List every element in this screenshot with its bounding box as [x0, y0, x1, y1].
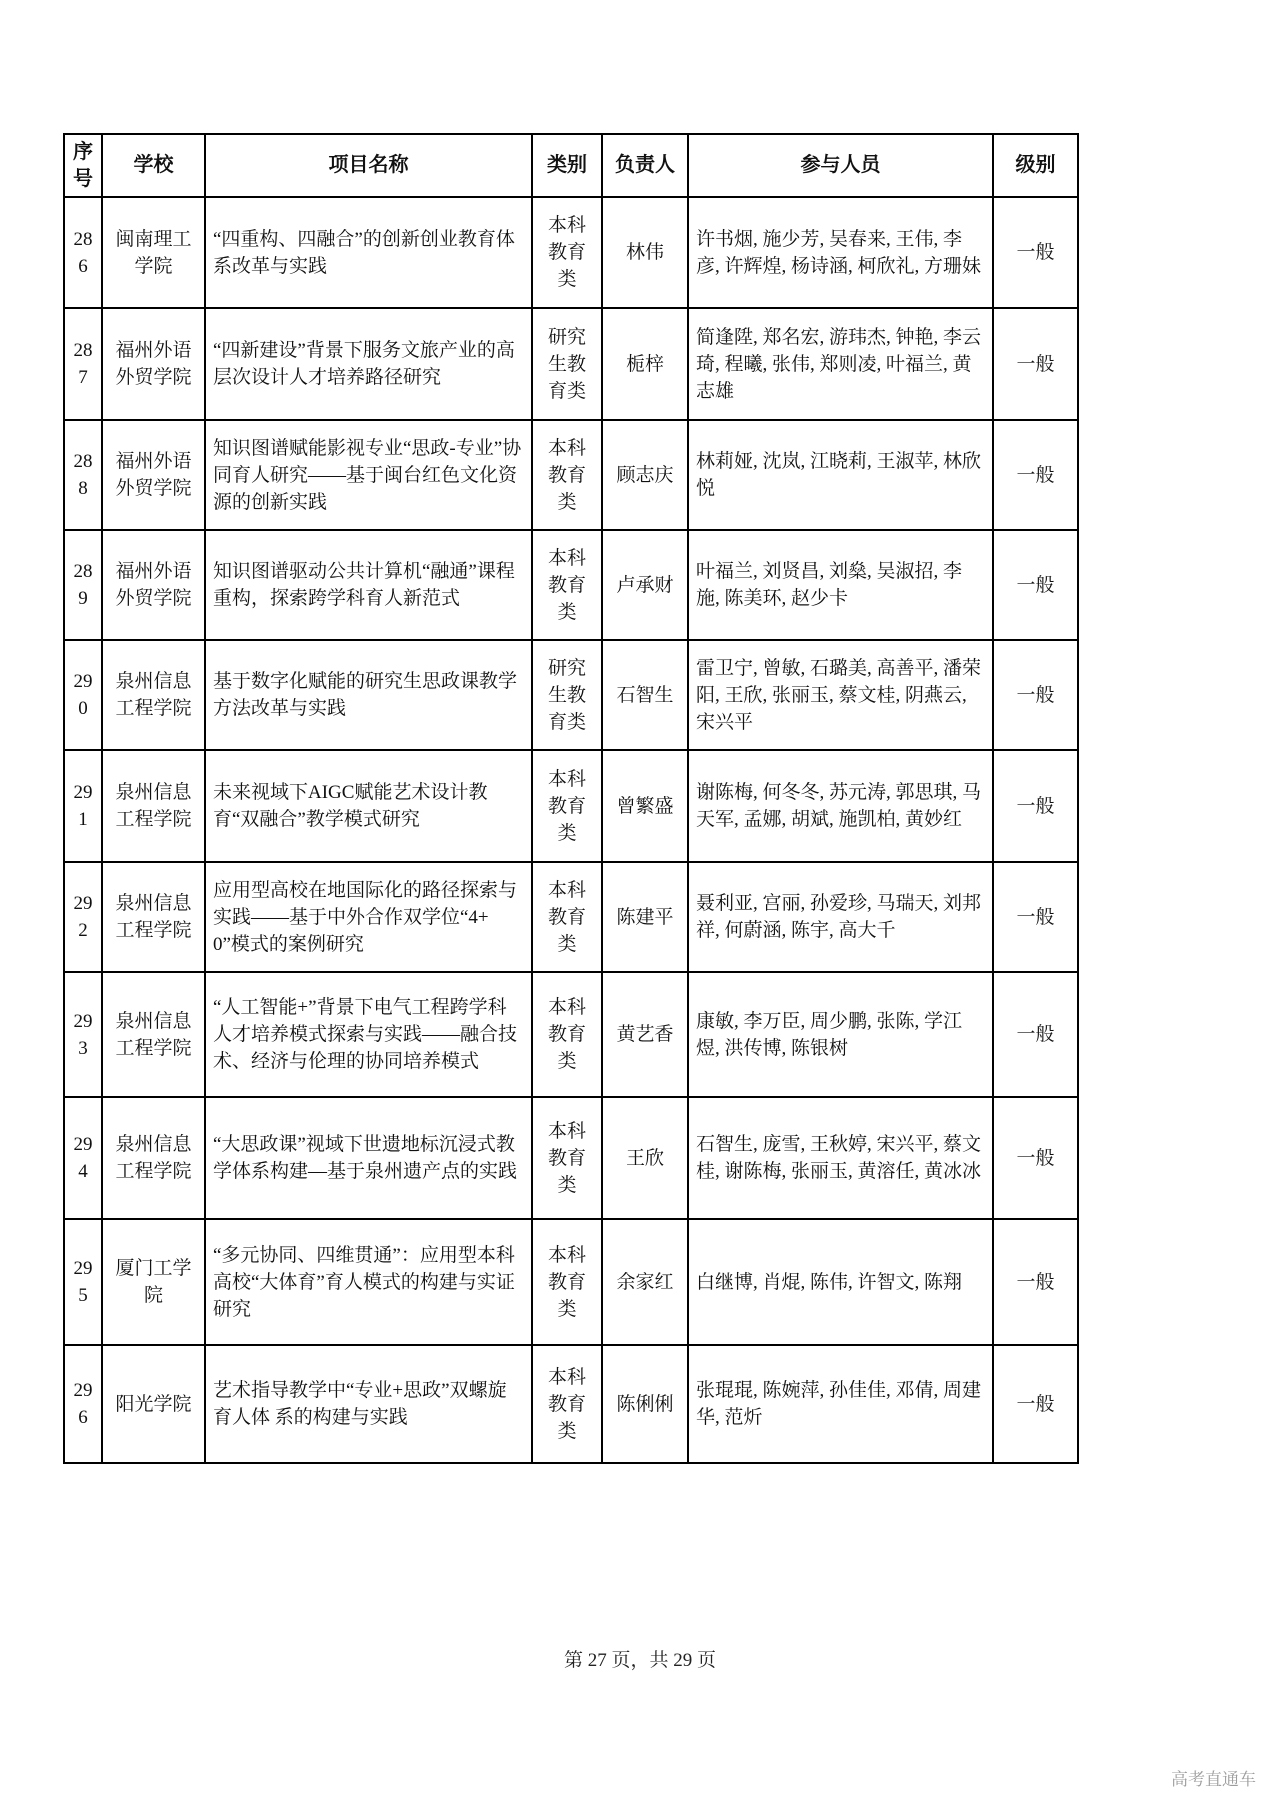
cell-level: 一般: [993, 1345, 1078, 1463]
col-header-no: 序号: [64, 134, 102, 197]
cell-level: 一般: [993, 197, 1078, 308]
cell-school: 福州外语外贸学院: [102, 308, 205, 420]
cell-project: 未来视域下AIGC赋能艺术设计教育“双融合”教学模式研究: [205, 750, 532, 862]
cell-leader: 卢承财: [602, 530, 688, 640]
cell-category: 本科教育类: [532, 750, 602, 862]
cell-school: 厦门工学院: [102, 1219, 205, 1345]
cell-leader: 黄艺香: [602, 972, 688, 1097]
page-number: 第 27 页，共 29 页: [563, 1650, 716, 1671]
cell-leader: 栀梓: [602, 308, 688, 420]
table-row: [64, 1345, 1078, 1463]
cell-participants: 聂利亚, 宫丽, 孙爱珍, 马瑞天, 刘邦祥, 何蔚涵, 陈宇, 高大千: [688, 862, 993, 972]
cell-project: “四新建设”背景下服务文旅产业的高层次设计人才培养路径研究: [205, 308, 532, 420]
cell-school: 阳光学院: [102, 1345, 205, 1463]
col-header-level: 级别: [993, 134, 1078, 197]
cell-participants: 张琨琨, 陈婉萍, 孙佳佳, 邓倩, 周建华, 范炘: [688, 1345, 993, 1463]
cell-no: 291: [64, 750, 102, 862]
cell-school: 福州外语外贸学院: [102, 530, 205, 640]
cell-leader: 陈俐俐: [602, 1345, 688, 1463]
table-header-row: [64, 134, 1078, 197]
cell-project: “四重构、四融合”的创新创业教育体系改革与实践: [205, 197, 532, 308]
cell-project: 艺术指导教学中“专业+思政”双螺旋育人体 系的构建与实践: [205, 1345, 532, 1463]
table-row: [64, 862, 1078, 972]
cell-project: 知识图谱驱动公共计算机“融通”课程重构，探索跨学科育人新范式: [205, 530, 532, 640]
cell-participants: 许书烟, 施少芳, 吴春来, 王伟, 李彦, 许辉煌, 杨诗涵, 柯欣礼, 方珊妹: [688, 197, 993, 308]
table-row: [64, 1097, 1078, 1219]
col-header-school: 学校: [102, 134, 205, 197]
cell-school: 泉州信息工程学院: [102, 1097, 205, 1219]
cell-participants: 林莉娅, 沈岚, 江晓莉, 王淑苹, 林欣悦: [688, 420, 993, 530]
table-row: [64, 750, 1078, 862]
cell-category: 本科教育类: [532, 1219, 602, 1345]
cell-category: 本科教育类: [532, 530, 602, 640]
cell-category: 本科教育类: [532, 972, 602, 1097]
cell-school: 泉州信息工程学院: [102, 640, 205, 750]
cell-no: 295: [64, 1219, 102, 1345]
cell-leader: 林伟: [602, 197, 688, 308]
cell-leader: 顾志庆: [602, 420, 688, 530]
cell-no: 293: [64, 972, 102, 1097]
projects-table: [63, 133, 1079, 1464]
table-row: [64, 308, 1078, 420]
cell-participants: 谢陈梅, 何冬冬, 苏元涛, 郭思琪, 马天军, 孟娜, 胡斌, 施凯柏, 黄妙红: [688, 750, 993, 862]
cell-level: 一般: [993, 308, 1078, 420]
table-row: [64, 640, 1078, 750]
cell-category: 本科教育类: [532, 197, 602, 308]
cell-level: 一般: [993, 1097, 1078, 1219]
cell-school: 泉州信息工程学院: [102, 972, 205, 1097]
table-row: [64, 530, 1078, 640]
cell-level: 一般: [993, 420, 1078, 530]
cell-school: 福州外语外贸学院: [102, 420, 205, 530]
cell-leader: 王欣: [602, 1097, 688, 1219]
table-row: [64, 420, 1078, 530]
cell-leader: 石智生: [602, 640, 688, 750]
cell-project: 应用型高校在地国际化的路径探索与实践——基于中外合作双学位“4+0”模式的案例研究: [205, 862, 532, 972]
cell-leader: 曾繁盛: [602, 750, 688, 862]
cell-school: 泉州信息工程学院: [102, 862, 205, 972]
cell-participants: 简逢陞, 郑名宏, 游玮杰, 钟艳, 李云琦, 程曦, 张伟, 郑则凌, 叶福兰, 黄志雄: [688, 308, 993, 420]
cell-no: 296: [64, 1345, 102, 1463]
cell-no: 288: [64, 420, 102, 530]
col-header-participants: 参与人员: [688, 134, 993, 197]
cell-level: 一般: [993, 640, 1078, 750]
cell-participants: 叶福兰, 刘贤昌, 刘燊, 吴淑招, 李施, 陈美环, 赵少卡: [688, 530, 993, 640]
cell-category: 研究生教育类: [532, 640, 602, 750]
table-row: [64, 1219, 1078, 1345]
col-header-category: 类别: [532, 134, 602, 197]
cell-level: 一般: [993, 862, 1078, 972]
cell-school: 闽南理工学院: [102, 197, 205, 308]
cell-project: “多元协同、四维贯通”：应用型本科高校“大体育”育人模式的构建与实证研究: [205, 1219, 532, 1345]
cell-level: 一般: [993, 1219, 1078, 1345]
cell-level: 一般: [993, 972, 1078, 1097]
cell-participants: 白继博, 肖焜, 陈伟, 许智文, 陈翔: [688, 1219, 993, 1345]
cell-no: 290: [64, 640, 102, 750]
cell-leader: 余家红: [602, 1219, 688, 1345]
cell-project: “人工智能+”背景下电气工程跨学科人才培养模式探索与实践——融合技术、经济与伦理的协同培养模式: [205, 972, 532, 1097]
cell-no: 289: [64, 530, 102, 640]
cell-category: 本科教育类: [532, 1345, 602, 1463]
cell-project: 知识图谱赋能影视专业“思政-专业”协同育人研究——基于闽台红色文化资源的创新实践: [205, 420, 532, 530]
cell-participants: 雷卫宁, 曾敏, 石璐美, 高善平, 潘荣阳, 王欣, 张丽玉, 蔡文桂, 阴燕云, 宋兴平: [688, 640, 993, 750]
cell-project: 基于数字化赋能的研究生思政课教学方法改革与实践: [205, 640, 532, 750]
cell-leader: 陈建平: [602, 862, 688, 972]
col-header-project: 项目名称: [205, 134, 532, 197]
cell-no: 292: [64, 862, 102, 972]
cell-level: 一般: [993, 530, 1078, 640]
cell-no: 294: [64, 1097, 102, 1219]
cell-project: “大思政课”视域下世遗地标沉浸式教学体系构建—基于泉州遗产点的实践: [205, 1097, 532, 1219]
cell-level: 一般: [993, 750, 1078, 862]
table-row: [64, 197, 1078, 308]
cell-category: 研究生教育类: [532, 308, 602, 420]
cell-no: 287: [64, 308, 102, 420]
col-header-leader: 负责人: [602, 134, 688, 197]
cell-category: 本科教育类: [532, 1097, 602, 1219]
cell-participants: 康敏, 李万臣, 周少鹏, 张陈, 学江煜, 洪传博, 陈银树: [688, 972, 993, 1097]
cell-participants: 石智生, 庞雪, 王秋婷, 宋兴平, 蔡文桂, 谢陈梅, 张丽玉, 黄溶任, 黄冰冰: [688, 1097, 993, 1219]
cell-category: 本科教育类: [532, 420, 602, 530]
cell-category: 本科教育类: [532, 862, 602, 972]
cell-no: 286: [64, 197, 102, 308]
table-row: [64, 972, 1078, 1097]
watermark: 高考直通车: [1171, 1770, 1256, 1789]
cell-school: 泉州信息工程学院: [102, 750, 205, 862]
